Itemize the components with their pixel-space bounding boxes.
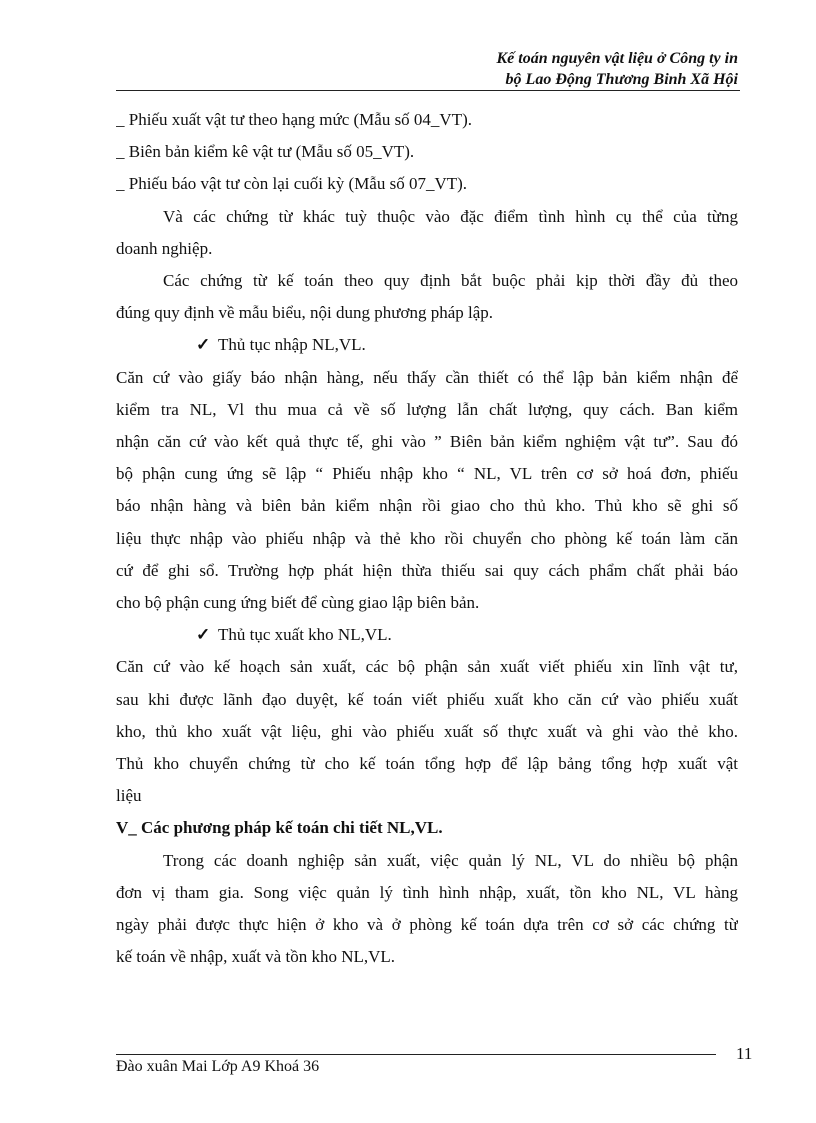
checklist-label: Thủ tục nhập NL,VL. — [218, 335, 366, 355]
paragraph-line: doanh nghiệp. — [116, 238, 213, 258]
footer-rule — [116, 1054, 716, 1055]
paragraph-line: đơn vị tham gia. Song việc quản lý tình hình nhập, xuất, tồn kho NL, VL hàng — [116, 882, 738, 902]
paragraph-line: Và các chứng từ khác tuỳ thuộc vào đặc điểm tình hình cụ thể của từng — [163, 206, 738, 226]
paragraph-line: ngày phải được thực hiện ở kho và ở phòng kế toán dựa trên cơ sở các chứng từ — [116, 915, 738, 935]
paragraph-line: bộ phận cung ứng sẽ lập “ Phiếu nhập kho “ NL, VL trên cơ sở hoá đơn, phiếu — [116, 464, 738, 484]
section-heading: V_ Các phương pháp kế toán chi tiết NL,VL. — [116, 818, 443, 838]
list-item: _ Phiếu xuất vật tư theo hạng mức (Mẫu số 04_VT). — [116, 110, 473, 129]
paragraph-line: kho, thủ kho xuất vật liệu, ghi vào phiếu xuất số thực xuất và ghi vào thẻ kho. — [116, 721, 738, 741]
header-line-2: bộ Lao Động Thương Binh Xã Hội — [505, 71, 738, 88]
paragraph-line: cho bộ phận cung ứng biết để cùng giao lập biên bản. — [116, 593, 480, 613]
page-number: 11 — [736, 1044, 753, 1063]
paragraph-line: kế toán về nhập, xuất và tồn kho NL,VL. — [116, 947, 396, 967]
paragraph-line: Trong các doanh nghiệp sản xuất, việc quản lý NL, VL do nhiều bộ phận — [163, 850, 738, 870]
paragraph-line: liệu — [116, 786, 142, 806]
document-body — [116, 104, 738, 973]
paragraph-line: Các chứng từ kế toán theo quy định bắt buộc phải kịp thời đầy đủ theo — [163, 271, 738, 291]
checkmark-icon: ✓ — [196, 335, 211, 355]
paragraph-line: Căn cứ vào kế hoạch sản xuất, các bộ phận sản xuất viết phiếu xin lĩnh vật tư, — [116, 657, 738, 677]
footer-author: Đào xuân Mai Lớp A9 Khoá 36 — [116, 1058, 320, 1075]
paragraph-line: kiểm tra NL, Vl thu mua cả về số lượng lẫn chất lượng, quy cách. Ban kiểm — [116, 399, 738, 419]
list-item: _ Biên bản kiểm kê vật tư (Mẫu số 05_VT). — [116, 142, 415, 162]
checklist-item-import — [116, 329, 738, 361]
running-header — [116, 48, 738, 90]
paragraph-line: Căn cứ vào giấy báo nhận hàng, nếu thấy cần thiết có thể lập bản kiểm nhận để — [116, 367, 738, 387]
header-line-1: Kế toán nguyên vật liệu ở Công ty in — [496, 50, 738, 67]
header-rule — [116, 90, 740, 91]
paragraph-line: Thủ kho chuyển chứng từ cho kế toán tổng hợp để lập bảng tổng hợp xuất vật — [116, 754, 738, 774]
paragraph-line: liệu thực nhập vào phiếu nhập và thẻ kho rồi chuyển cho phòng kế toán làm căn — [116, 528, 738, 548]
checklist-label: Thủ tục xuất kho NL,VL. — [218, 625, 392, 645]
checklist-item-export — [116, 619, 738, 651]
paragraph-line: nhận căn cứ vào kết quả thực tế, ghi vào ” Biên bản kiểm nghiệm vật tư”. Sau đó — [116, 432, 738, 452]
paragraph-line: báo nhận hàng và biên bản kiểm nhận rồi giao cho thủ kho. Thủ kho sẽ ghi số — [116, 496, 738, 516]
paragraph-line: sau khi được lãnh đạo duyệt, kế toán viết phiếu xuất kho căn cứ vào phiếu xuất — [116, 689, 738, 709]
checkmark-icon: ✓ — [196, 625, 211, 645]
paragraph-line: đúng quy định về mẫu biểu, nội dung phương pháp lập. — [116, 303, 494, 323]
list-item: _ Phiếu báo vật tư còn lại cuối kỳ (Mẫu số 07_VT). — [116, 174, 468, 194]
paragraph-line: cứ để ghi sổ. Trường hợp phát hiện thừa thiếu sai quy cách phẩm chất phải báo — [116, 560, 738, 580]
